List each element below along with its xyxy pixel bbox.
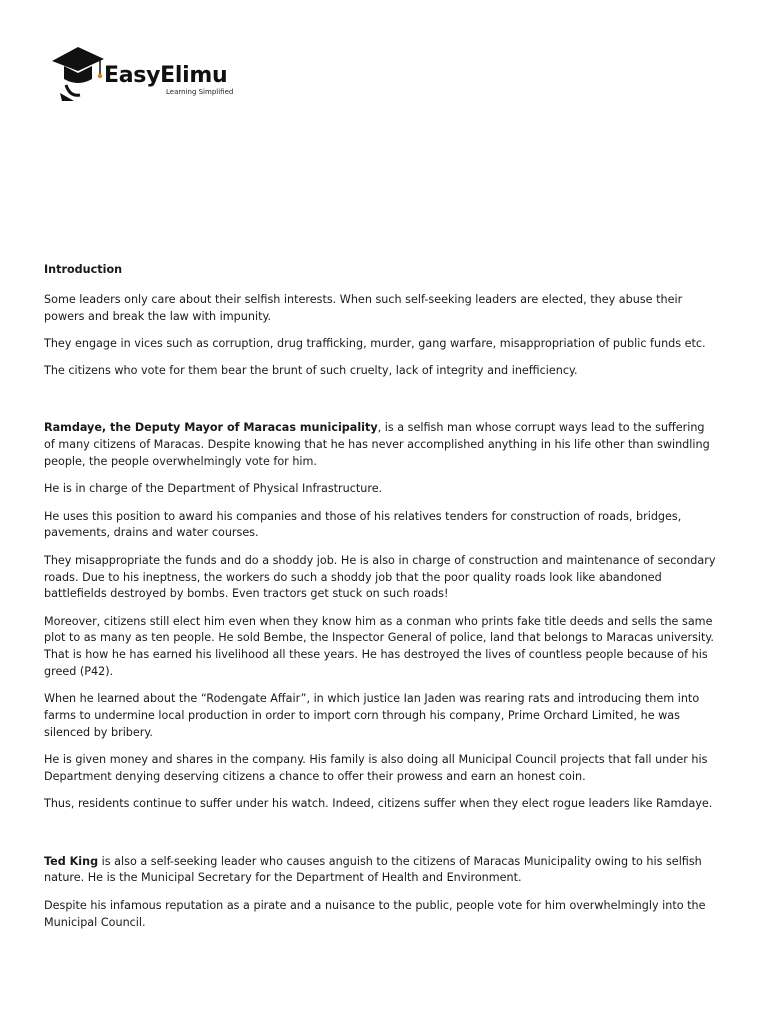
brand-name: EasyElimu xyxy=(104,63,228,88)
paragraph: He is in charge of the Department of Physical Infrastructure. xyxy=(44,482,383,496)
paragraph: The citizens who vote for them bear the brunt of such cruelty, lack of integrity and inefficiency. xyxy=(44,364,578,378)
easyelimu-logo xyxy=(50,45,250,101)
paragraph xyxy=(44,854,716,888)
bold-lead: Ted King xyxy=(44,854,99,868)
paragraph: He uses this position to award his companies and those of his relatives tenders for construction of roads, bridges, pavements, drains and water courses. xyxy=(44,509,682,540)
paragraph: Some leaders only care about their selfish interests. When such self-seeking leaders are elected, they abuse their powers and break the law with impunity. xyxy=(44,292,683,323)
paragraph xyxy=(44,420,716,470)
graduation-cap-icon xyxy=(50,45,110,101)
brand-tagline: Learning Simplified xyxy=(166,88,234,96)
paragraph: Moreover, citizens still elect him even when they know him as a conman who prints fake title deeds and sells the same plot to as many as ten people. He sold Bembe, the Inspector General of police, land that belongs to Maracas university. That is how he has earned his livelihood all these years. He has destroyed the lives of countless people because of his greed (P42). xyxy=(44,614,714,679)
paragraph: Thus, residents continue to suffer under his watch. Indeed, citizens suffer when they elect rogue leaders like Ramdaye. xyxy=(44,797,713,811)
paragraph: When he learned about the “Rodengate Affair”, in which justice Ian Jaden was rearing rats and introducing them into farms to undermine local production in order to import corn through his company, Prime Orchard Limited, he was silenced by bribery. xyxy=(44,692,700,739)
section-heading: Introduction xyxy=(44,263,123,276)
paragraph-text: is also a self-seeking leader who causes anguish to the citizens of Maracas Municipality owing to his selfish nature. He is the Municipal Secretary for the Department of Health and Environment. xyxy=(44,854,702,885)
paragraph: Despite his infamous reputation as a pirate and a nuisance to the public, people vote for him overwhelmingly into the Municipal Council. xyxy=(44,898,706,929)
paragraph: They engage in vices such as corruption, drug trafficking, murder, gang warfare, misappropriation of public funds etc. xyxy=(44,336,706,350)
paragraph: He is given money and shares in the company. His family is also doing all Municipal Council projects that fall under his Department denying deserving citizens a chance to offer their prowess and earn an honest coin. xyxy=(44,753,708,784)
paragraph: They misappropriate the funds and do a shoddy job. He is also in charge of construction and maintenance of secondary roads. Due to his ineptness, the workers do such a shoddy job that the poor quality roads look like abandoned battlefields destroyed by bombs. Even tractors get stuck on such roads! xyxy=(44,553,716,601)
section-gap xyxy=(44,824,716,854)
bold-lead: Ramdaye, the Deputy Mayor of Maracas municipality xyxy=(44,421,378,435)
section-gap xyxy=(44,390,716,420)
essay-body xyxy=(44,262,716,942)
paragraph-text: , is a selfish man whose corrupt ways lead to the suffering of many citizens of Maracas. Despite knowing that he has never accomplished anything in his life other than swindling people, the people overwhelmingly vote for him. xyxy=(44,421,710,469)
